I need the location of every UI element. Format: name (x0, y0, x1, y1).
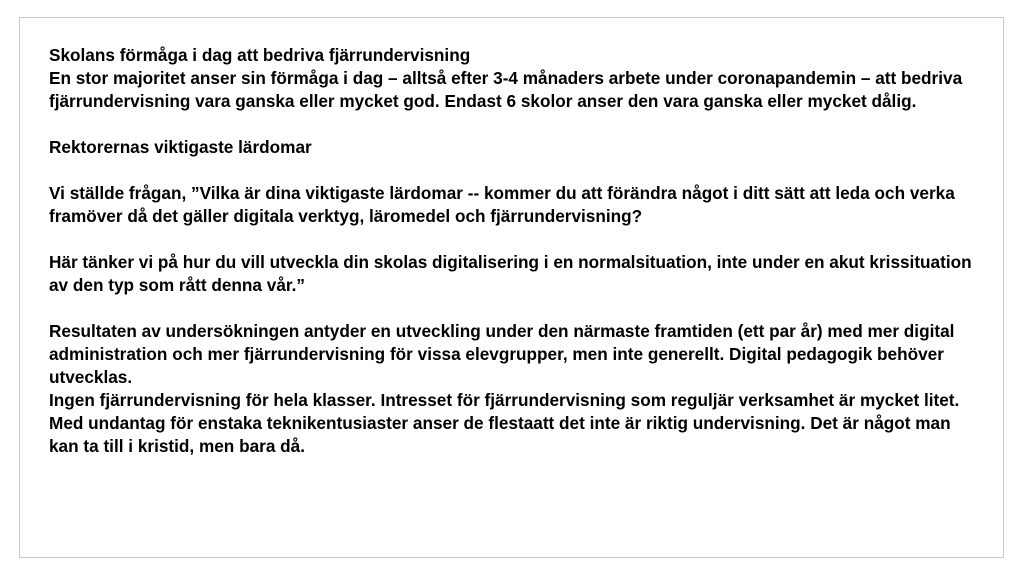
slide-text-body (49, 44, 984, 458)
paragraph-capacity-result: En stor majoritet anser sin förmåga i dag – alltså efter 3-4 månaders arbete under coronapandemin – att bedriva fjärrundervisning vara ganska eller mycket god. Endast 6 skolor anser den vara ganska eller mycket dålig. (49, 68, 963, 111)
heading-principals-lessons: Rektorernas viktigaste lärdomar (49, 137, 312, 157)
slide (19, 17, 1004, 558)
heading-remote-teaching-capacity: Skolans förmåga i dag att bedriva fjärrundervisning (49, 45, 471, 65)
spacer (49, 159, 984, 182)
paragraph-question-context: Här tänker vi på hur du vill utveckla din skolas digitalisering i en normalsituation, inte under en akut krissituation av den typ som rått denna vår.” (49, 252, 972, 295)
spacer (49, 228, 984, 251)
paragraph-no-full-class-remote: Ingen fjärrundervisning för hela klasser. Intresset för fjärrundervisning som reguljär verksamhet är mycket litet. Med undantag för enstaka teknikentusiaster anser de flestaatt det inte är riktig undervisning. Det är något man kan ta till i kristid, men bara då. (49, 390, 960, 456)
spacer (49, 113, 984, 136)
spacer (49, 297, 984, 320)
paragraph-question: Vi ställde frågan, ”Vilka är dina viktigaste lärdomar -- kommer du att förändra något i ditt sätt att leda och verka framöver då det gäller digitala verktyg, läromedel och fjärrundervisning? (49, 183, 955, 226)
paragraph-survey-results: Resultaten av undersökningen antyder en utveckling under den närmaste framtiden (ett par år) med mer digital administration och mer fjärrundervisning för vissa elevgrupper, men inte generellt. Digital pedagogik behöver utvecklas. (49, 321, 955, 387)
